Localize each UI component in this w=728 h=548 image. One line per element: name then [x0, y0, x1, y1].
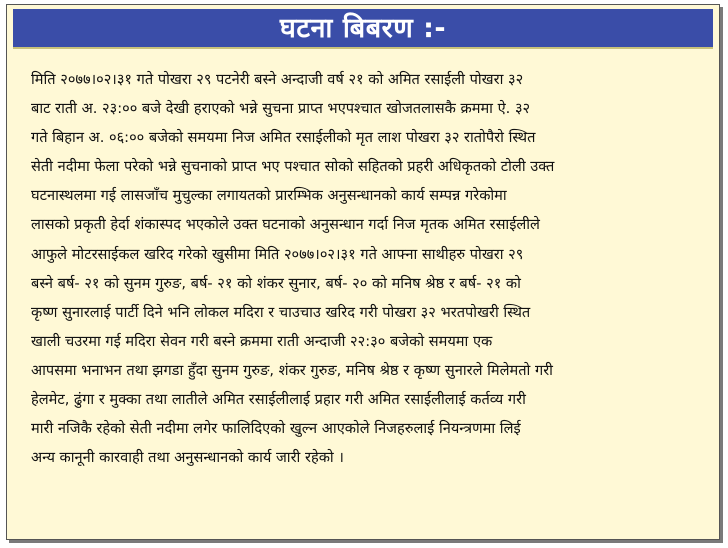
description-line: मारी नजिकै रहेको सेती नदीमा लगेर फालिदिएको खुल्न आएकोले निजहरुलाई नियन्त्रणमा लिई: [31, 420, 521, 438]
description-line: खाली चउरमा गई मदिरा सेवन गरी बस्ने क्रममा राती अन्दाजी २२:३० बजेको समयमा एक: [31, 332, 493, 350]
panel-title: घटना बिबरण :-: [279, 12, 447, 44]
description-line: बस्ने बर्ष- २१ को सुनम गुरुङ, बर्ष- २१ को शंकर सुनार, बर्ष- २० को मनिष श्रेष्ठ र बर्ष- २१ को: [31, 274, 521, 292]
description-line: आफुले मोटरसाईकल खरिद गरेको खुसीमा मिति २०७७।०२।३१ गते आफ्ना साथीहरु पोखरा २९: [31, 245, 524, 263]
description-line: घटनास्थलमा गई लासजाँच मुचुल्का लगायतको प्रारम्भिक अनुसन्धानको कार्य सम्पन्न गरेकोमा: [31, 187, 507, 205]
incident-panel: [6, 4, 720, 540]
title-bar: [13, 9, 713, 49]
description-line: कृष्ण सुनारलाई पार्टी दिने भनि लोकल मदिरा र चाउचाउ खरिद गरी पोखरा ३२ भरतपोखरी स्थित: [31, 303, 531, 321]
description-line: अन्य कानूनी कारवाही तथा अनुसन्धानको कार्य जारी रहेको ।: [31, 449, 344, 467]
description-line: लासको प्रकृती हेर्दा शंकास्पद भएकोले उक्त घटनाको अनुसन्धान गर्दा निज मृतक अमित रसाईलीले: [31, 216, 540, 234]
description-line: मिति २०७७।०२।३१ गते पोखरा २९ पटनेरी बस्ने अन्दाजी वर्ष २१ को अमित रसाईली पोखरा ३२: [31, 71, 524, 88]
description-line: बाट राती अ. २३:०० बजे देखी हराएको भन्ने सुचना प्राप्त भएपश्चात खोजतलासकै क्रममा ऐ. ३२: [31, 100, 531, 118]
description-line: सेती नदीमा फेला परेको भन्ने सुचनाको प्राप्त भए पश्चात सोको सहितको प्रहरी अधिकृतको टोली उक्त: [31, 158, 555, 176]
description-line: हेलमेट, ढुंगा र मुक्का तथा लातीले अमित रसाईलीलाई प्रहार गरी अमित रसाईलीलाई कर्तव्य गरी: [31, 391, 526, 409]
description-line: गते बिहान अ. ०६:०० बजेको समयमा निज अमित रसाईलीको मृत लाश पोखरा ३२ रातोपैरो स्थित: [31, 129, 536, 147]
description-line: आपसमा भनाभन तथा झगडा हुँदा सुनम गुरुङ, शंकर गुरुङ, मनिष श्रेष्ठ र कृष्ण सुनारले मिलेमतो गरी: [31, 361, 553, 379]
incident-description: [31, 65, 703, 472]
